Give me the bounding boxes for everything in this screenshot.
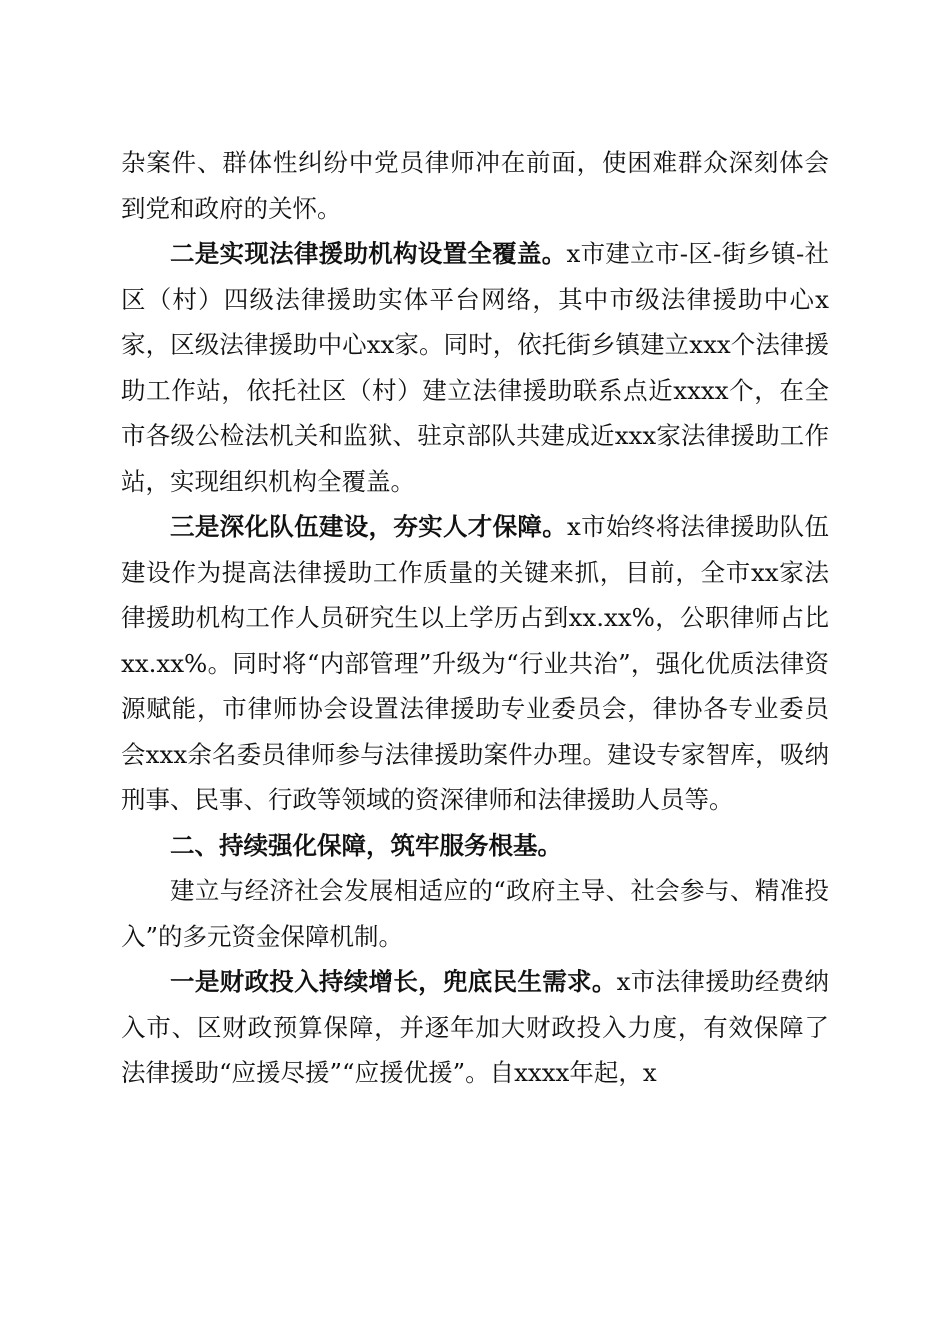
paragraph-text: x市法律援助经费纳入市、区财政预算保障，并逐年加大财政投入力度，有效保障了法律援助“应援尽援”“应援优援”。自xxxx年起，x (121, 967, 829, 1087)
paragraph-text: x市建立市-区-街乡镇-社区（村）四级法律援助实体平台网络，其中市级法律援助中心x家，区级法律援助中心xx家。同时，依托街乡镇建立xxx个法律援助工作站，依托社区（村）建立法律援助联系点近xxxx个，在全市各级公检法机关和监狱、驻京部队共建成近xxx家法律援助工作站，实现组织机构全覆盖。 (121, 239, 829, 496)
paragraph-team-building (121, 504, 829, 823)
document-body (121, 140, 829, 1096)
paragraph-text: x市始终将法律援助队伍建设作为提高法律援助工作质量的关键来抓，目前，全市xx家法律援助机构工作人员研究生以上学历占到xx.xx%，公职律师占比xx.xx%。同时将“内部管理”升级为“行业共治”，强化优质法律资源赋能，市律师协会设置法律援助专业委员会，律协各专业委员会xxx余名委员律师参与法律援助案件办理。建设专家智库，吸纳刑事、民事、行政等领域的资深律师和法律援助人员等。 (121, 512, 829, 814)
paragraph-fiscal-investment (121, 959, 829, 1096)
paragraph-lead: 三是深化队伍建设，夯实人才保障。 (170, 512, 568, 541)
section-heading (121, 823, 829, 869)
paragraph-lead: 一是财政投入持续增长，兜底民生需求。 (170, 967, 617, 996)
paragraph-continuation (121, 140, 829, 231)
paragraph-funding-mechanism (121, 868, 829, 959)
paragraph-lead: 二是实现法律援助机构设置全覆盖。 (170, 239, 567, 268)
paragraph-institution-coverage (121, 231, 829, 504)
paragraph-text: 杂案件、群体性纠纷中党员律师冲在前面，使困难群众深刻体会到党和政府的关怀。 (121, 148, 829, 223)
section-heading-text: 二、持续强化保障，筑牢服务根基。 (170, 830, 562, 860)
paragraph-text: 建立与经济社会发展相适应的“政府主导、社会参与、精准投入”的多元资金保障机制。 (121, 876, 829, 951)
